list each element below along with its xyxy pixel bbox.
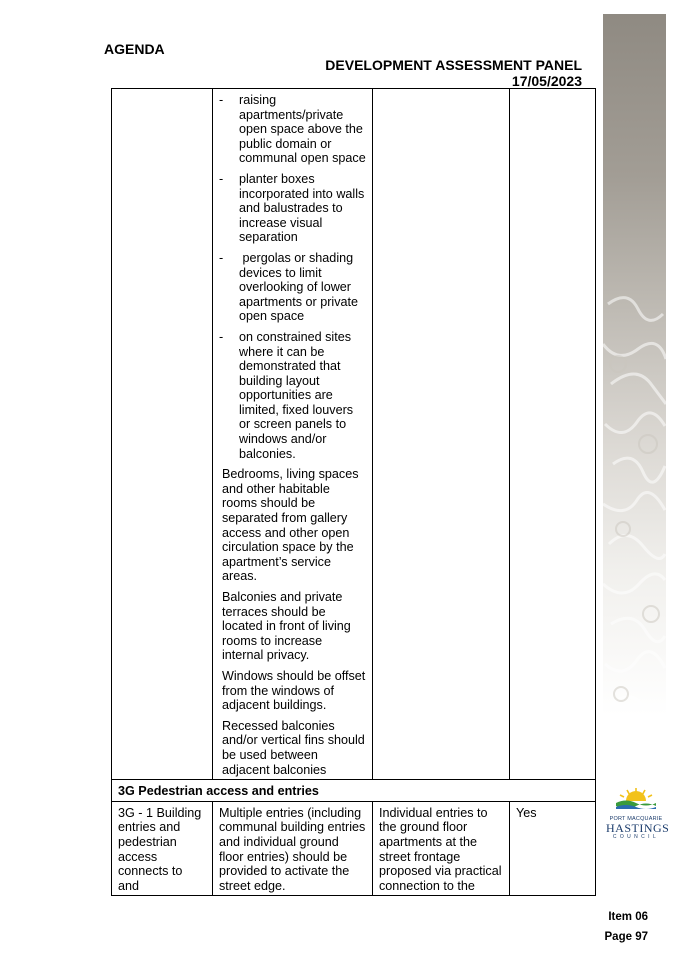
guidance-cell: Multiple entries (including communal building entries and individual ground floor entries) should be provided to activate the street edge.: [213, 801, 373, 896]
bullet-dash: -: [219, 93, 224, 107]
decorative-sidebar: [603, 14, 670, 914]
agenda-heading: AGENDA: [104, 41, 165, 57]
sun-wave-icon: [614, 786, 658, 810]
bullet-dash: -: [219, 329, 224, 344]
objective-cell: 3G - 1 Building entries and pedestrian access connects to and: [112, 801, 213, 896]
objective-cell: [112, 89, 213, 780]
bullet-dash: -: [219, 250, 224, 265]
bullet-text: planter boxes incorporated into walls and balustrades to increase visual separation: [239, 171, 365, 245]
bullet-text: raising apartments/private open space above the public domain or communal open space: [239, 93, 366, 166]
bullet-item: [219, 93, 366, 166]
bullet-item: [219, 172, 366, 245]
guidance-paragraph: Recessed balconies and/or vertical fins should be used between adjacent balconies: [222, 718, 365, 777]
bullet-text: on constrained sites where it can be demonstrated that building layout opportunities are limited, fixed louvers or screen panels to windows and/or balconies.: [239, 329, 354, 461]
guidance-paragraph: Balconies and private terraces should be located in front of living rooms to increase internal privacy.: [222, 590, 351, 663]
bullet-item: [219, 330, 366, 461]
assessment-table: [111, 88, 596, 896]
logo-line-2: HASTINGS: [606, 821, 670, 835]
council-logo: [606, 786, 670, 840]
compliance-cell: [510, 89, 596, 780]
page-number: Page 97: [604, 931, 648, 943]
logo-line-1: PORT MACQUARIE: [609, 816, 663, 822]
table-row: [112, 801, 596, 896]
section-heading: 3G Pedestrian access and entries: [112, 780, 596, 802]
proposal-cell: [373, 89, 510, 780]
guidance-paragraph: Windows should be offset from the windows of adjacent buildings.: [222, 668, 366, 713]
swirl-pattern: [603, 14, 670, 914]
item-number: Item 06: [608, 911, 648, 923]
guidance-cell: [213, 89, 373, 780]
section-row: [112, 780, 596, 802]
bullet-text: pergolas or shading devices to limit overlooking of lower apartments or private open space: [239, 250, 362, 324]
logo-line-3: COUNCIL: [612, 834, 660, 840]
bullet-item: [219, 251, 366, 324]
proposal-cell: Individual entries to the ground floor apartments at the street frontage proposed via practical connection to the: [373, 801, 510, 896]
meeting-date: 17/05/2023: [511, 73, 582, 89]
guidance-paragraph: Bedrooms, living spaces and other habitable rooms should be separated from gallery access and other open circulation space by the apartment’s service areas.: [222, 467, 359, 584]
bullet-dash: -: [219, 171, 224, 186]
table-row-continued: [112, 89, 596, 780]
panel-heading: DEVELOPMENT ASSESSMENT PANEL: [325, 57, 582, 73]
compliance-cell: Yes: [510, 801, 596, 896]
